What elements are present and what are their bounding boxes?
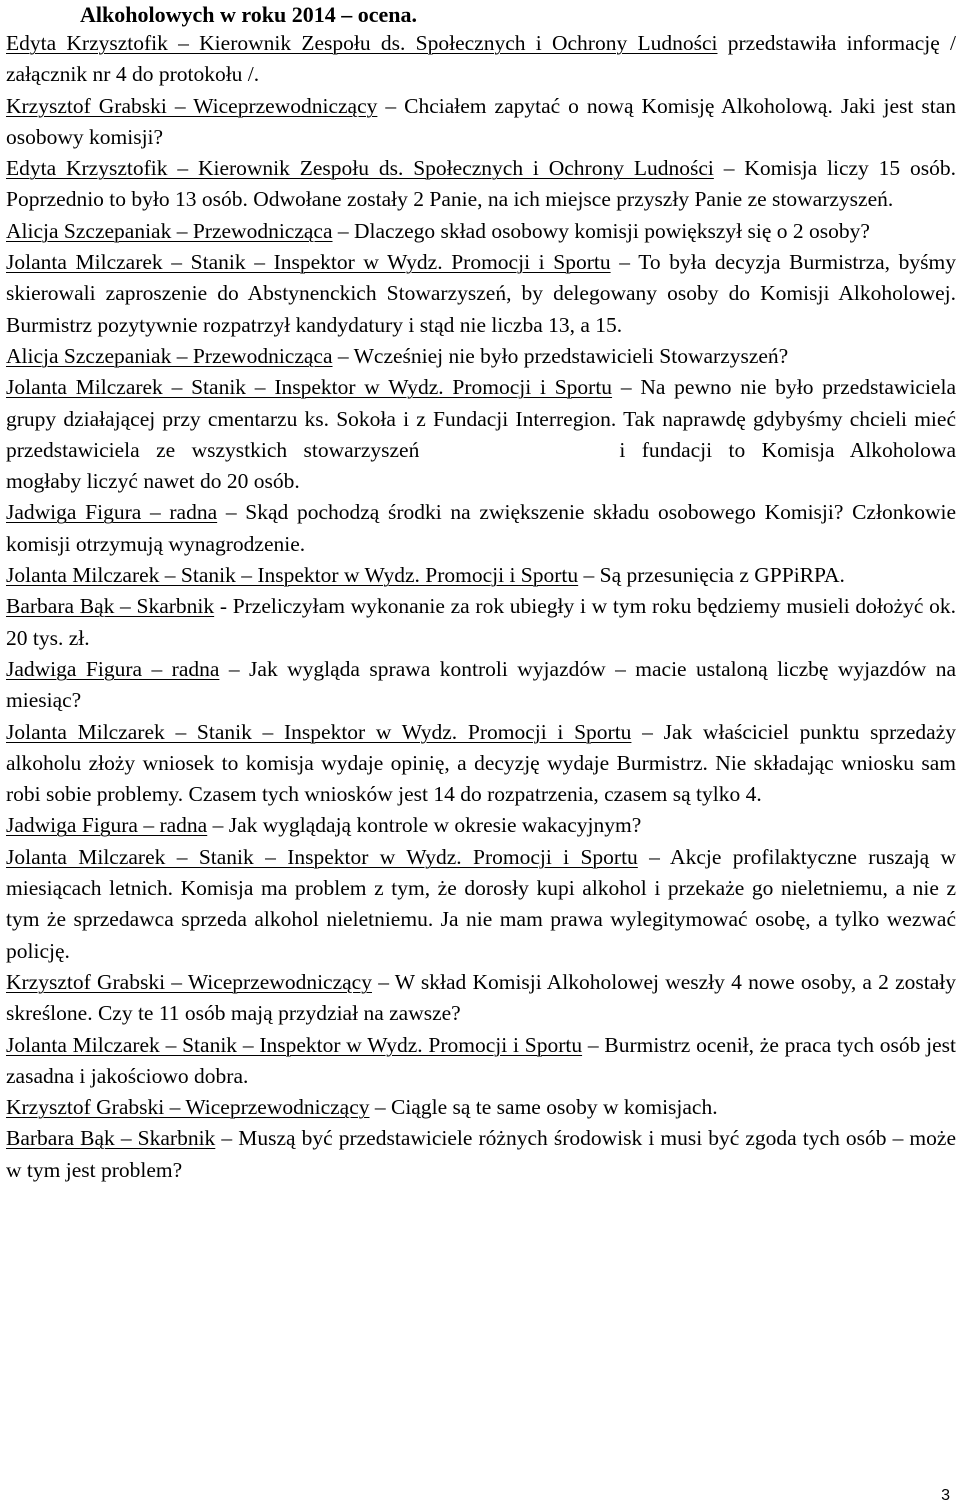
paragraph-text: – Dlaczego skład osobowy komisji powiększył się o 2 osoby? [332,218,870,243]
paragraph-2 [6,91,956,154]
speaker-name: Edyta Krzysztofik – Kierownik Zespołu ds. Społecznych i Ochrony Ludności [6,156,714,181]
paragraph-1 [6,28,956,91]
paragraph-7 [6,372,956,497]
speaker-name: Alicja Szczepaniak – Przewodnicząca [6,343,333,368]
speaker-name: Edyta Krzysztofik – Kierownik Zespołu ds. Społecznych i Ochrony Ludności [6,31,718,55]
paragraph-10 [6,591,956,654]
paragraph-text: – Wcześniej nie było przedstawicieli Stowarzyszeń? [332,343,789,368]
speaker-name: Jadwiga Figura – radna [6,500,218,525]
paragraph-14 [6,842,956,967]
paragraph-text: – W skład Komisji Alkoholowej weszły 4 nowe osoby, a 2 zostały skreślone. Czy te 11 osób mają przydział na zawsze? [6,969,957,1026]
paragraph-text: – Muszą być przedstawiciele różnych środowisk i musi być zgoda tych osób – może w tym jest problem? [6,1126,956,1182]
speaker-name: Barbara Bąk – Skarbnik [6,594,215,619]
paragraph-text: – Komisja liczy 15 osób. Poprzednio to było 13 osób. Odwołane zostały 2 Panie, na ich miejsce przyszły Panie ze stowarzyszeń. [6,156,956,212]
paragraph-text: – Ciągle są te same osoby w komisjach. [369,1095,718,1120]
paragraph-text: – Są przesunięcia z GPPiRPA. [578,563,845,588]
paragraph-text: – Akcje profilaktyczne ruszają w miesiącach letnich. Komisja ma problem z tym, że dorosły kupi alkohol i przekaże go nieletniemu, a nie z tym że sprzedawca sprzeda alkohol nieletniemu. Ja nie mam prawa wylegitymować osobę, a tylko wezwać policję. [6,844,956,963]
speaker-name: Jolanta Milczarek – Stanik – Inspektor w Wydz. Promocji i Sportu [6,250,611,275]
paragraph-15 [6,967,956,1030]
paragraph-13 [6,810,956,841]
speaker-name: Jolanta Milczarek – Stanik – Inspektor w Wydz. Promocji i Sportu [6,375,613,400]
section-heading: Alkoholowych w roku 2014 – ocena. [80,2,417,27]
paragraph-text: – Burmistrz ocenił, że praca tych osób jest zasadna i jakościowo dobra. [6,1032,956,1088]
speaker-name: Krzysztof Grabski – Wiceprzewodniczący [6,1095,370,1120]
document-page [6,0,956,1186]
paragraph-11 [6,654,956,717]
paragraph-16 [6,1030,956,1093]
page-number: 3 [941,1487,950,1504]
paragraph-text: – Jak wygląda sprawa kontroli wyjazdów – macie ustaloną liczbę wyjazdów na miesiąc? [6,656,956,713]
paragraph-8 [6,497,956,560]
speaker-name: Jadwiga Figura – radna [6,656,220,681]
paragraph-text: – To była decyzja Burmistrza, byśmy skierowali zaproszenie do Abstynenckich Stowarzyszeń, by delegowany osoby do Komisji Alkoholowej. Burmistrz pozytywnie rozpatrzył kandydatury i stąd nie liczba 13, a 15. [6,250,956,337]
paragraph-text: - Przeliczyłam wykonanie za rok ubiegły i w tym roku będziemy musieli dołożyć ok. 20 tys. zł. [6,594,956,650]
paragraph-12 [6,717,956,811]
paragraph-text: przedstawiła informację / załącznik nr 4 do protokołu /. [6,31,956,87]
speaker-name: Jolanta Milczarek – Stanik – Inspektor w Wydz. Promocji i Sportu [6,844,638,869]
paragraph-17 [6,1092,956,1123]
speaker-name: Jolanta Milczarek – Stanik – Inspektor w Wydz. Promocji i Sportu [6,1032,583,1057]
paragraph-5 [6,247,956,341]
paragraph-text: – Skąd pochodzą środki na zwiększenie składu osobowego Komisji? Członkowie komisji otrzymują wynagrodzenie. [6,500,956,556]
paragraph-text: – Chciałem zapytać o nową Komisję Alkoholową. Jaki jest stan osobowy komisji? [6,93,956,149]
paragraph-18 [6,1123,956,1186]
paragraph-text: – Na pewno nie było przedstawiciela grupy działającej przy cmentarzu ks. Sokoła i z Fundacji Interregion. Tak naprawdę gdybyśmy chcieli mieć przedstawiciela ze wszystkich stowarzyszeń [6,375,956,462]
paragraph-3 [6,153,956,216]
speaker-name: Krzysztof Grabski – Wiceprzewodniczący [6,969,372,994]
speaker-name: Krzysztof Grabski – Wiceprzewodniczący [6,93,378,118]
speaker-name: Alicja Szczepaniak – Przewodnicząca [6,218,333,243]
paragraph-9 [6,560,956,591]
paragraph-text: – Jak właściciel punktu sprzedaży alkoholu złoży wniosek to komisja wydaje opinię, a decyzję wydaje Burmistrz. Nie składając wniosku sam robi sobie problemy. Czasem tych wniosków jest 14 do rozpatrzenia, czasem są tylko 4. [6,719,956,807]
speaker-name: Jolanta Milczarek – Stanik – Inspektor w Wydz. Promocji i Sportu [6,563,579,588]
paragraph-text-continued: i fundacji to Komisja Alkoholowa mogłaby liczyć nawet do 20 osób. [6,437,956,494]
speaker-name: Jolanta Milczarek – Stanik – Inspektor w Wydz. Promocji i Sportu [6,719,632,744]
speaker-name: Barbara Bąk – Skarbnik [6,1126,216,1151]
paragraph-4 [6,216,956,247]
paragraph-text: – Jak wyglądają kontrole w okresie wakacyjnym? [207,813,642,838]
paragraph-6 [6,341,956,372]
speaker-name: Jadwiga Figura – radna [6,813,208,838]
